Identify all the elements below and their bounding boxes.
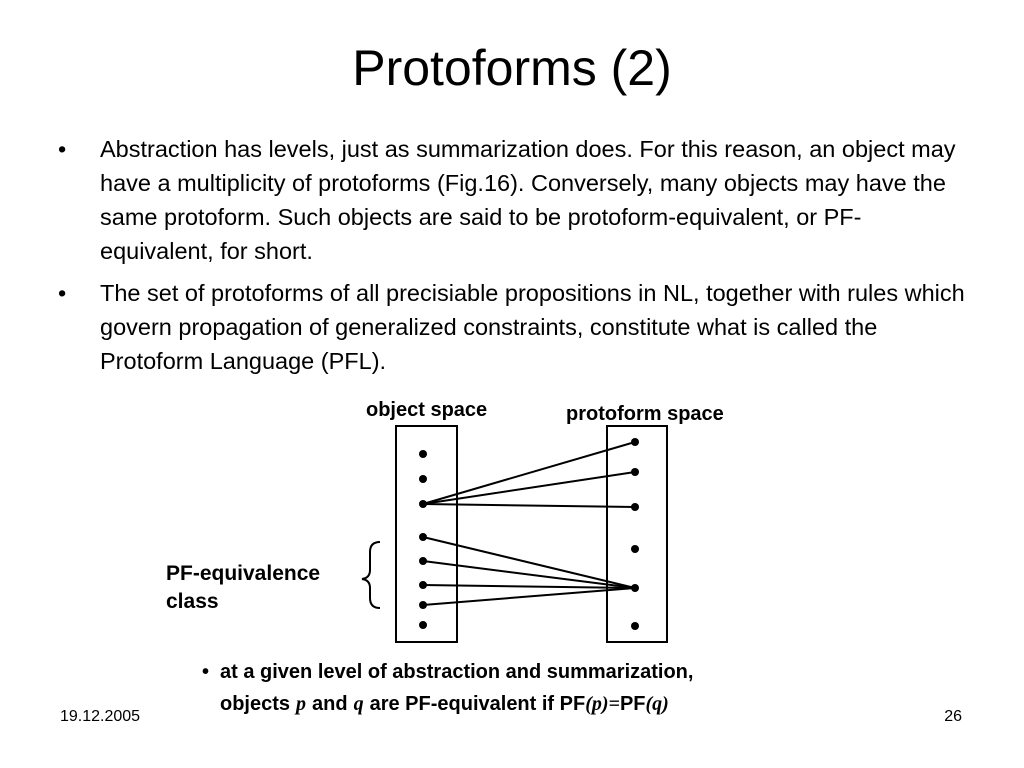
bullet-marker: • (58, 280, 67, 306)
bullet-marker: • (58, 136, 67, 162)
object-dot (419, 621, 427, 629)
mapping-line (423, 585, 635, 588)
caption-objects: objects (220, 693, 291, 715)
protoform-dot (631, 545, 639, 553)
mapping-line (423, 442, 635, 504)
object-dot (419, 601, 427, 609)
equivalence-label-class: class (166, 590, 219, 613)
object-dot (419, 450, 427, 458)
mapping-line (423, 537, 635, 588)
equivalence-brace (362, 542, 380, 608)
caption-are: are PF-equivalent if PF (369, 693, 586, 715)
equivalence-label (166, 562, 320, 585)
caption-line-2 (220, 693, 669, 715)
protoform-dot (631, 503, 639, 511)
protoform-dot (631, 584, 639, 592)
mapping-line (423, 588, 635, 605)
object-space-label: object space (366, 399, 488, 421)
object-dot (419, 581, 427, 589)
caption-paren-p: (p) (585, 693, 609, 715)
protoform-figure (160, 392, 820, 722)
protoform-dots (631, 438, 639, 630)
caption-line-1: at a given level of abstraction and summarization, (220, 661, 694, 683)
bullet-item (58, 276, 968, 378)
caption-p: p (296, 693, 307, 715)
mapping-lines (423, 442, 635, 605)
object-dot (419, 475, 427, 483)
mapping-line (423, 472, 635, 504)
caption-bullet: • (202, 661, 210, 683)
footer-date: 19.12.2005 (60, 708, 141, 725)
mapping-line (423, 561, 635, 588)
object-dot (419, 500, 427, 508)
protoform-dot (631, 438, 639, 446)
object-dot (419, 533, 427, 541)
slide-title: Protoforms (2) (352, 40, 672, 96)
bullet-list (58, 132, 968, 386)
object-dots (419, 450, 427, 629)
bullet-item (58, 132, 968, 268)
bullet-text: Abstraction has levels, just as summarization does. For this reason, an object may have a multiplicity of protoforms (Fig.16). Conversely, many objects may have the same protoform. Such objects are said to be protoform-equivalent, or PF-equivalent, for short. (100, 136, 956, 264)
caption-and: and (312, 693, 348, 715)
caption-paren-q: (q) (645, 693, 669, 715)
protoform-dot (631, 468, 639, 476)
protoform-dot (631, 622, 639, 630)
bullet-text: The set of protoforms of all precisiable propositions in NL, together with rules which govern propagation of generalized constraints, constitute what is called the Protoform Language (PFL). (100, 280, 965, 374)
protoform-space-label: protoform space (566, 403, 724, 425)
caption-q: q (353, 693, 364, 715)
protoform-diagram (160, 392, 820, 722)
object-space-box (396, 426, 457, 642)
protoform-space-box (607, 426, 667, 642)
page-number: 26 (944, 708, 962, 725)
mapping-line (423, 504, 635, 507)
object-dot (419, 557, 427, 565)
caption-pf2: PF (619, 693, 646, 715)
caption-equals: = (608, 693, 620, 715)
equivalence-label-pf: PF- (166, 562, 200, 585)
equivalence-label-rest: equivalence (199, 562, 321, 585)
